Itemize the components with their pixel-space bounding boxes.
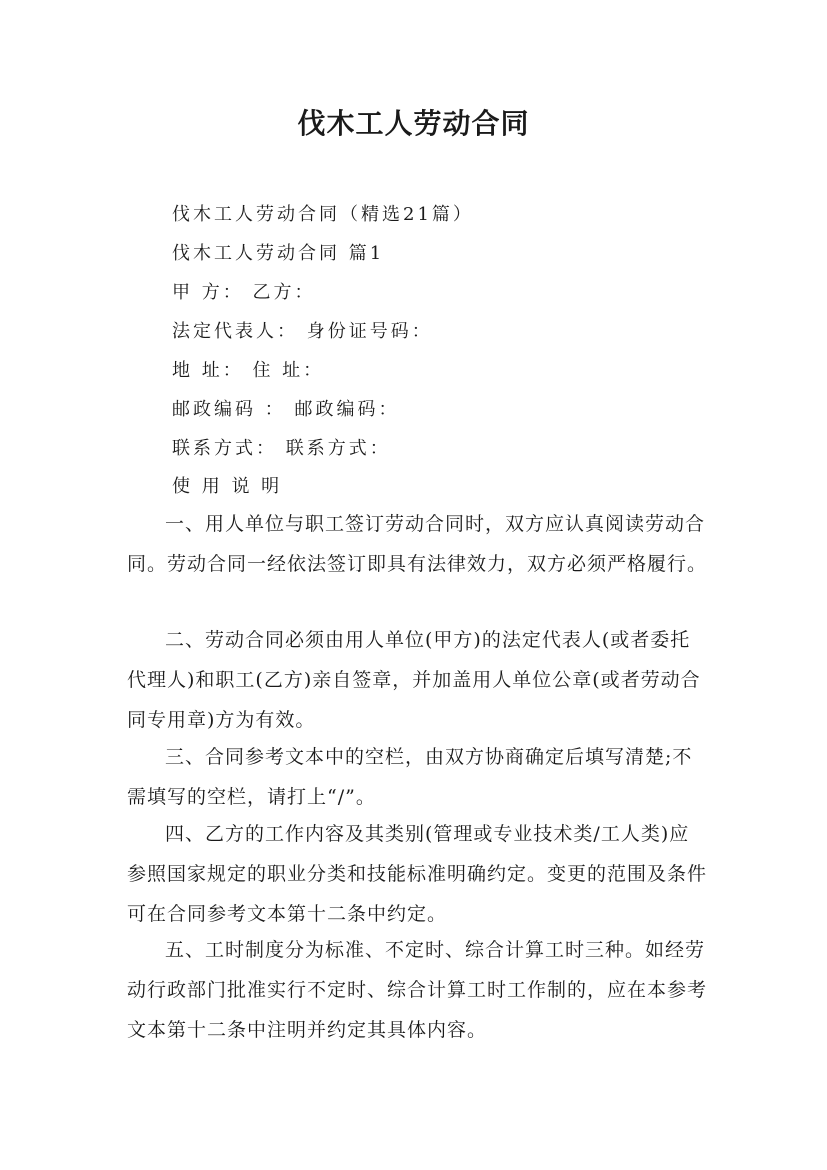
instruction-paragraph-5: 五、工时制度分为标准、不定时、综合计算工时三种。如经劳动行政部门批准实行不定时、综合计算工时工作制的，应在本参考文本第十二条中注明并约定其具体内容。	[127, 939, 708, 1041]
meta-line-contact: 联系方式： 联系方式：	[172, 438, 391, 459]
meta-line-parties: 甲 方： 乙方：	[172, 282, 316, 303]
meta-line-heading: 伐木工人劳动合同（精选21篇）	[172, 204, 474, 225]
section-heading-instructions: 使 用 说 明	[172, 476, 283, 497]
instruction-paragraph-3: 三、合同参考文本中的空栏，由双方协商确定后填写清楚;不需填写的空栏，请打上“/”。	[127, 746, 693, 808]
instruction-paragraph-2: 二、劳动合同必须由用人单位(甲方)的法定代表人(或者委托代理人)和职工(乙方)亲自签章，并加盖用人单位公章(或者劳动合同专用章)方为有效。	[127, 629, 701, 731]
instruction-paragraph-1: 一、用人单位与职工签订劳动合同时，双方应认真阅读劳动合同。劳动合同一经依法签订即具有法律效力，双方必须严格履行。	[127, 513, 708, 575]
meta-line-article: 伐木工人劳动合同 篇1	[172, 243, 385, 264]
meta-line-representative: 法定代表人： 身份证号码：	[172, 321, 433, 342]
meta-line-address: 地 址： 住 址：	[172, 360, 325, 381]
meta-line-postcode: 邮政编码 ： 邮政编码：	[172, 399, 400, 420]
instruction-paragraph-4: 四、乙方的工作内容及其类别(管理或专业技术类/工人类)应参照国家规定的职业分类和技能标准明确约定。变更的范围及条件可在合同参考文本第十二条中约定。	[127, 823, 708, 925]
document-title: 伐木工人劳动合同	[297, 107, 530, 140]
